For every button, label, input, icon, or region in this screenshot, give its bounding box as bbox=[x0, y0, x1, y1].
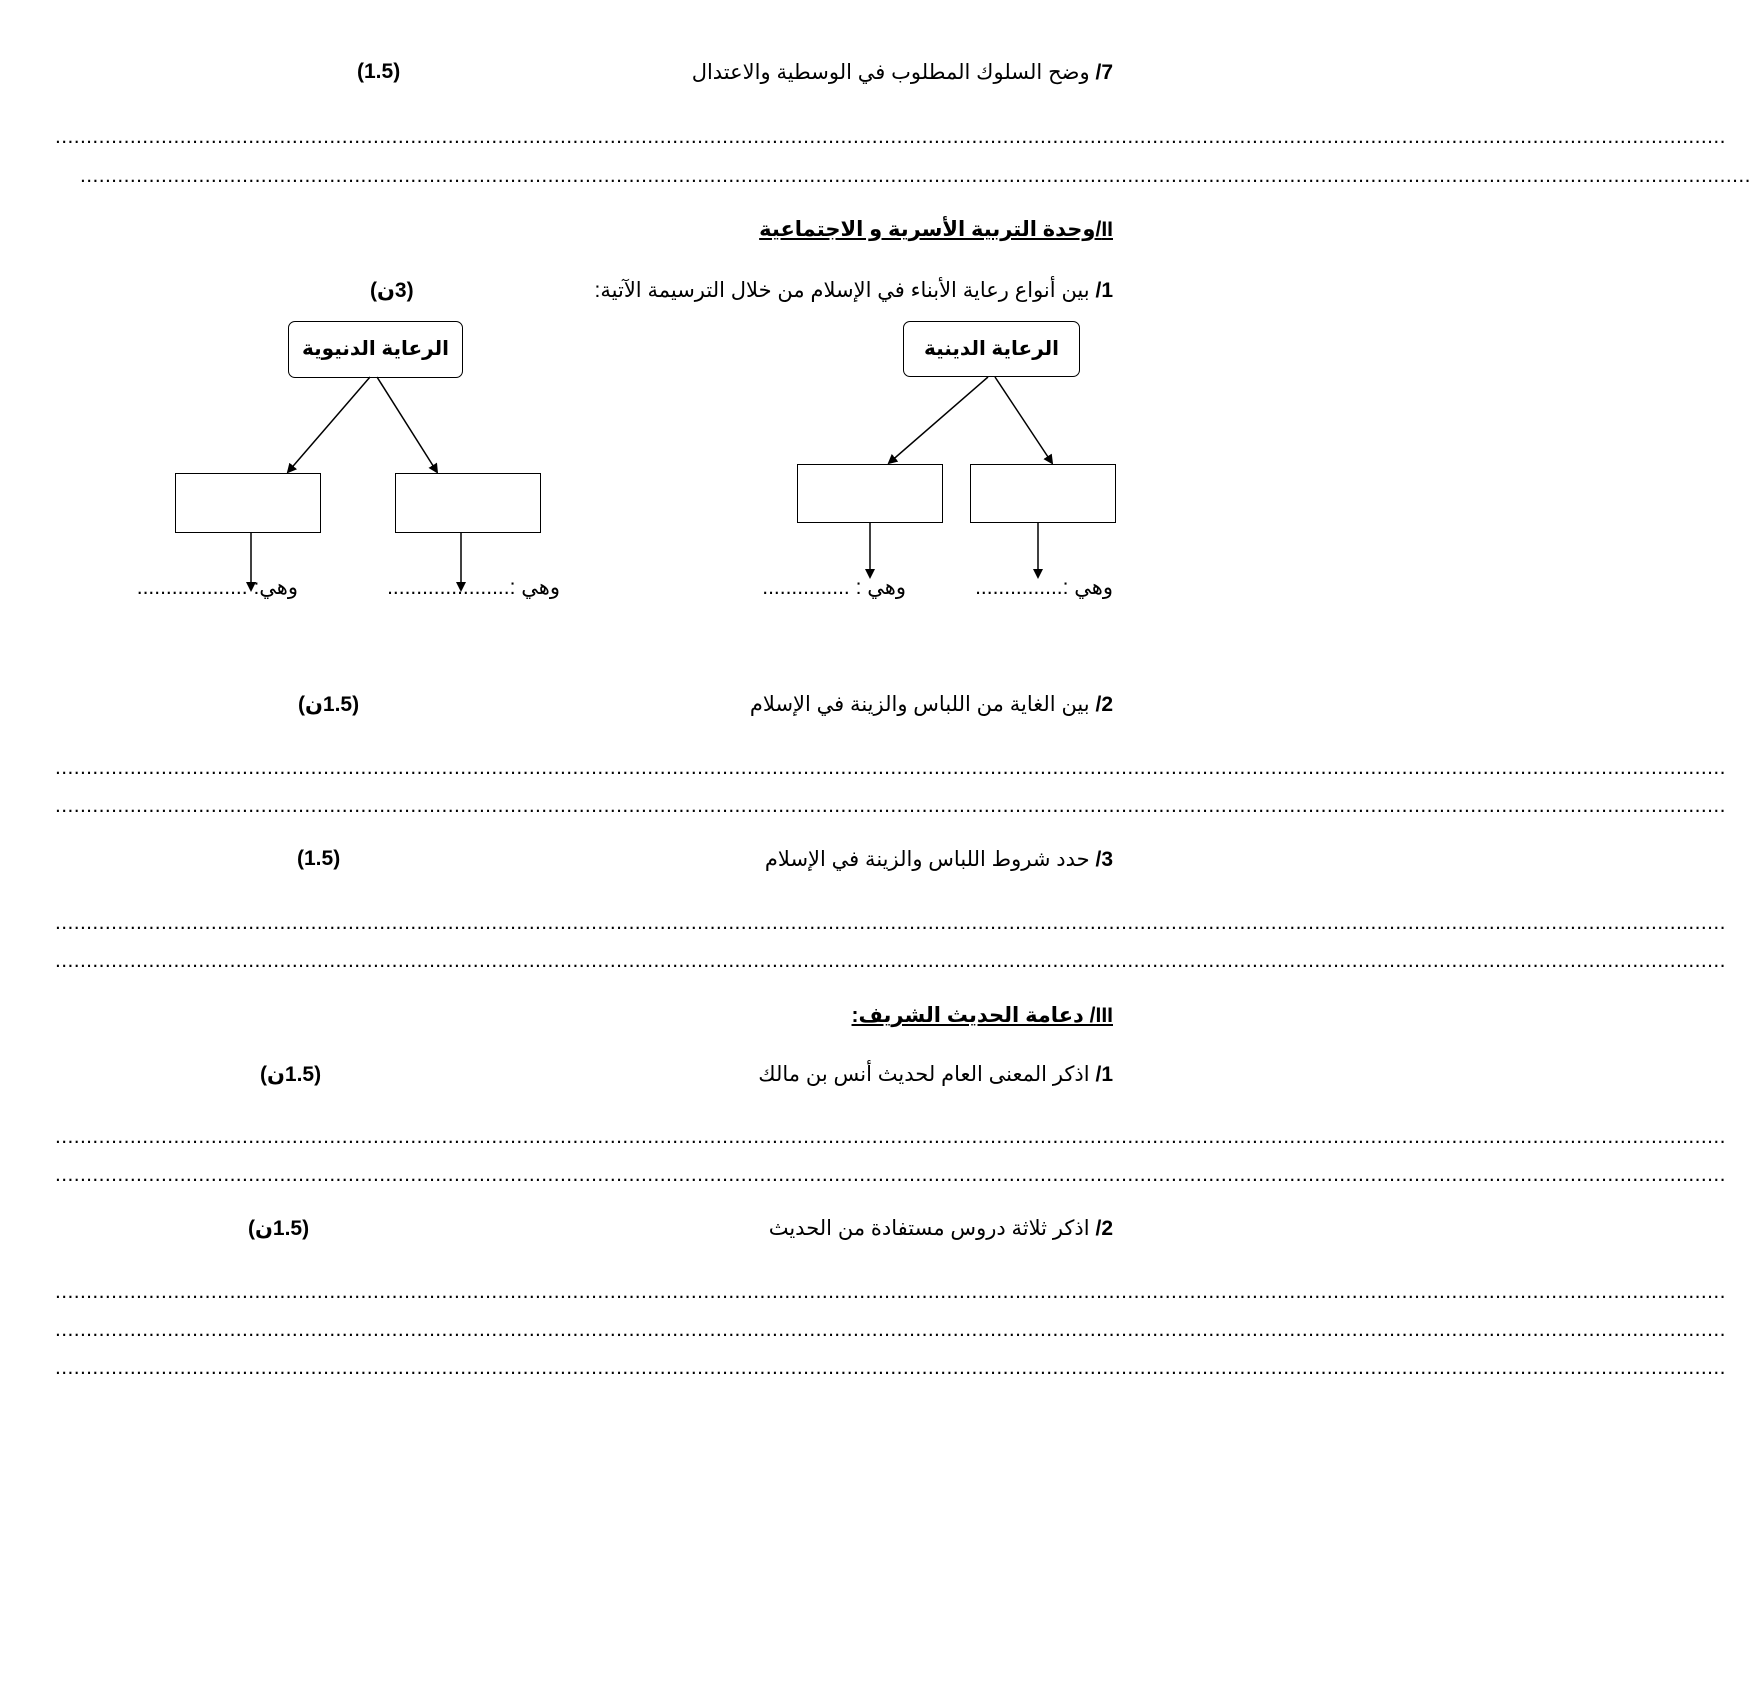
s3q1-prompt bbox=[758, 1062, 1113, 1087]
worldly-care-box: الرعاية الدنيوية bbox=[288, 321, 463, 378]
s3q1-points: (1.5ن) bbox=[260, 1063, 322, 1086]
section-3-title: III/ دعامة الحديث الشريف: bbox=[851, 1004, 1113, 1027]
answer-line: ............................................................................................................................................................................................................................................................................ bbox=[55, 1356, 1726, 1379]
arrow bbox=[377, 377, 437, 472]
s2q3-number: 3/ bbox=[1095, 848, 1113, 871]
s3q1-text: اذكر المعنى العام لحديث أنس بن مالك bbox=[758, 1063, 1090, 1086]
arrow bbox=[288, 377, 370, 472]
s2q1-points: (3ن) bbox=[370, 279, 414, 302]
s2q1-number: 1/ bbox=[1095, 279, 1113, 302]
answer-line: ............................................................................................................................................................................................................................................................................ bbox=[55, 911, 1726, 934]
s3q2-points: (1.5ن) bbox=[248, 1217, 310, 1240]
s3q1-number: 1/ bbox=[1095, 1063, 1113, 1086]
s2q2-points: (1.5ن) bbox=[298, 693, 360, 716]
answer-line: ............................................................................................................................................................................................................................................................................ bbox=[55, 1125, 1726, 1148]
q7-text: وضح السلوك المطلوب في الوسطية والاعتدال bbox=[691, 61, 1090, 84]
answer-line: ............................................................................................................................................................................................................................................................................ bbox=[55, 1280, 1726, 1303]
religious-care-box: الرعاية الدينية bbox=[903, 321, 1080, 377]
arrow bbox=[995, 377, 1052, 463]
s2q2-prompt bbox=[750, 692, 1113, 717]
s2q1-text: بين أنواع رعاية الأبناء في الإسلام من خلال الترسيمة الآتية: bbox=[594, 279, 1090, 302]
s2q2-text: بين الغاية من اللباس والزينة في الإسلام bbox=[749, 693, 1090, 716]
s3q2-number: 2/ bbox=[1095, 1217, 1113, 1240]
s2q3-prompt bbox=[765, 847, 1113, 872]
section-2-title: II/وحدة التربية الأسرية و الاجتماعية bbox=[759, 218, 1113, 241]
s2q3-points: (1.5) bbox=[297, 847, 341, 870]
s3q2-prompt bbox=[769, 1216, 1113, 1241]
s3q2-text: اذكر ثلاثة دروس مستفادة من الحديث bbox=[768, 1217, 1090, 1240]
answer-c: وهي :..................... bbox=[387, 576, 560, 599]
answer-line: ............................................................................................................................................................................................................................................................................ bbox=[55, 1318, 1726, 1341]
answer-d: وهي: ................... bbox=[136, 576, 298, 599]
answer-line: ............................................................................................................................................................................................................................................................................ bbox=[55, 949, 1726, 972]
q7-number: 7/ bbox=[1095, 61, 1113, 84]
s2q3-text: حدد شروط اللباس والزينة في الإسلام bbox=[764, 848, 1090, 871]
answer-line: ............................................................................................................................................................................................................................................................................ bbox=[80, 164, 1751, 187]
s2q2-number: 2/ bbox=[1095, 693, 1113, 716]
answer-a: وهي :............... bbox=[975, 576, 1113, 599]
answer-line: ............................................................................................................................................................................................................................................................................ bbox=[55, 794, 1726, 817]
answer-line: ............................................................................................................................................................................................................................................................................ bbox=[55, 125, 1726, 148]
answer-line: ............................................................................................................................................................................................................................................................................ bbox=[55, 756, 1726, 779]
answer-line: ............................................................................................................................................................................................................................................................................ bbox=[55, 1163, 1726, 1186]
answer-b: وهي : ............... bbox=[762, 576, 906, 599]
arrow bbox=[889, 377, 988, 463]
q7-points: (1.5) bbox=[357, 60, 401, 83]
